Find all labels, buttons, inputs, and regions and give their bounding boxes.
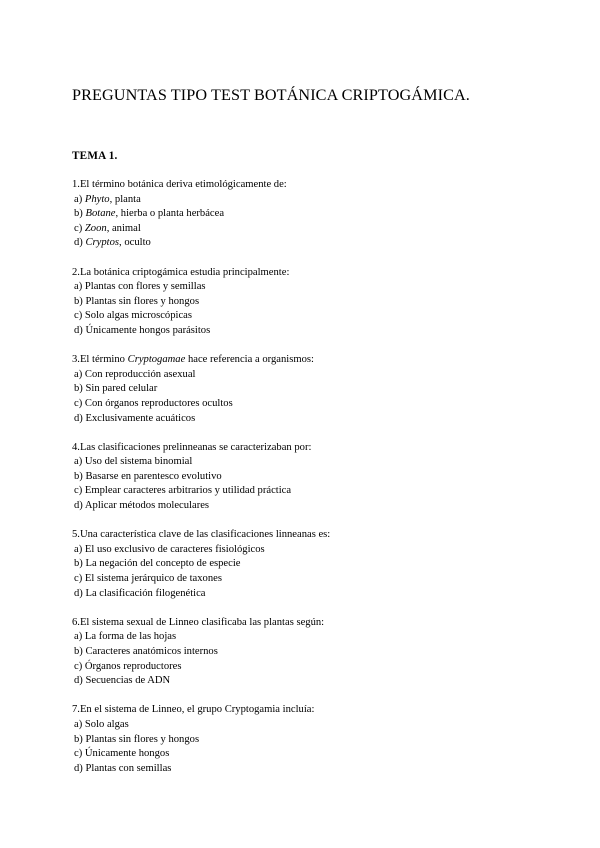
question-statement-start: El término — [79, 354, 128, 366]
question-term: Cryptogamae — [127, 354, 186, 366]
option-letter: d) — [74, 500, 83, 512]
option-b — [72, 733, 572, 748]
question-statement: El término botánica deriva etimológicamente de: — [79, 179, 287, 190]
question-text — [72, 703, 572, 718]
option-a — [72, 455, 572, 470]
option-text: , planta — [109, 193, 141, 205]
option-letter: d) — [74, 324, 83, 336]
option-letter: c) — [74, 310, 83, 322]
option-letter: a) — [74, 368, 83, 380]
option-letter: a) — [74, 718, 83, 730]
option-text: La negación del concepto de especie — [85, 558, 241, 570]
question-text — [72, 266, 572, 281]
option-text: Solo algas — [84, 718, 129, 730]
option-letter: c) — [74, 222, 83, 234]
option-text: Secuencias de ADN — [85, 675, 171, 687]
option-d — [72, 499, 572, 514]
option-text: Órganos reproductores — [84, 660, 182, 672]
option-text: Basarse en parentesco evolutivo — [85, 470, 222, 482]
option-letter: d) — [74, 412, 83, 424]
option-term: Zoon — [84, 222, 107, 234]
question-number: 4. — [72, 441, 80, 453]
option-d — [72, 236, 572, 251]
option-c — [72, 222, 572, 237]
question-statement: Una característica clave de las clasificaciones linneanas es: — [79, 529, 331, 541]
option-text: Emplear caracteres arbitrarios y utilidad práctica — [84, 485, 292, 497]
question-number: 3. — [72, 354, 80, 366]
option-text: La clasificación filogenética — [85, 587, 206, 599]
question-text — [72, 441, 572, 456]
option-letter: d) — [74, 762, 83, 774]
option-d — [72, 674, 572, 689]
option-text: Plantas con flores y semillas — [84, 281, 206, 293]
question-7 — [72, 703, 572, 776]
option-text: Aplicar métodos moleculares — [84, 500, 210, 512]
option-text: El uso exclusivo de caracteres fisiológicos — [84, 543, 265, 555]
question-3 — [72, 353, 572, 426]
option-text: Caracteres anatómicos internos — [85, 646, 218, 657]
option-b — [72, 645, 572, 660]
question-statement: Las clasificaciones prelinneanas se caracterizaban por: — [79, 441, 312, 453]
option-a — [72, 718, 572, 733]
option-letter: c) — [74, 660, 83, 672]
option-c — [72, 309, 572, 324]
option-letter: d) — [74, 587, 83, 599]
option-letter: b) — [74, 295, 83, 307]
question-1 — [72, 178, 572, 251]
option-text: , hierba o planta herbácea — [115, 208, 225, 220]
option-term: Botane — [85, 208, 116, 220]
question-4 — [72, 441, 572, 514]
option-text: El sistema jerárquico de taxones — [84, 573, 222, 585]
question-number: 5. — [72, 529, 80, 541]
option-term: Phyto — [84, 193, 110, 205]
question-5 — [72, 528, 572, 601]
option-letter: c) — [74, 573, 83, 585]
option-letter: a) — [74, 631, 83, 643]
question-number: 1. — [72, 179, 80, 190]
option-letter: b) — [74, 733, 83, 745]
option-letter: a) — [74, 543, 83, 555]
question-number: 6. — [72, 616, 80, 628]
option-b — [72, 557, 572, 572]
option-text: , oculto — [119, 237, 151, 249]
option-a — [72, 630, 572, 645]
option-a — [72, 280, 572, 295]
option-c — [72, 572, 572, 587]
question-statement-end: hace referencia a organismos: — [185, 354, 314, 366]
option-letter: d) — [74, 237, 83, 249]
option-text: Sin pared celular — [85, 383, 158, 395]
option-b — [72, 207, 572, 222]
option-text: Con reproducción asexual — [84, 368, 196, 380]
option-text: Exclusivamente acuáticos — [85, 412, 196, 424]
document-title: PREGUNTAS TIPO TEST BOTÁNICA CRIPTOGÁMICA. — [72, 86, 470, 104]
option-letter: d) — [74, 675, 83, 687]
option-b — [72, 295, 572, 310]
option-text: Plantas con semillas — [85, 762, 172, 774]
option-letter: a) — [74, 456, 83, 468]
question-number: 2. — [72, 266, 80, 278]
option-d — [72, 762, 572, 777]
option-text: La forma de las hojas — [84, 631, 177, 643]
question-statement: El sistema sexual de Linneo clasificaba las plantas según: — [79, 616, 325, 628]
option-a — [72, 543, 572, 558]
option-text: , animal — [106, 222, 141, 234]
question-number: 7. — [72, 704, 80, 716]
option-c — [72, 747, 572, 762]
option-a — [72, 368, 572, 383]
option-d — [72, 412, 572, 427]
option-c — [72, 397, 572, 412]
option-letter: c) — [74, 485, 83, 497]
question-2 — [72, 266, 572, 339]
option-letter: c) — [74, 748, 83, 760]
question-6 — [72, 616, 572, 689]
option-letter: b) — [74, 208, 83, 220]
question-text — [72, 616, 572, 631]
question-text — [72, 178, 572, 193]
option-letter: b) — [74, 558, 83, 570]
option-letter: c) — [74, 397, 83, 409]
option-text: Plantas sin flores y hongos — [85, 295, 200, 307]
option-text: Únicamente hongos parásitos — [85, 324, 211, 336]
question-list — [72, 178, 572, 791]
option-letter: b) — [74, 383, 83, 395]
option-letter: b) — [74, 646, 83, 657]
option-a — [72, 193, 572, 208]
option-d — [72, 587, 572, 602]
question-statement: La botánica criptogámica estudia principalmente: — [79, 266, 290, 278]
option-text: Uso del sistema binomial — [84, 456, 193, 468]
option-letter: a) — [74, 193, 83, 205]
option-text: Solo algas microscópicas — [84, 310, 192, 322]
option-term: Cryptos — [85, 237, 120, 249]
option-text: Únicamente hongos — [84, 748, 170, 760]
option-b — [72, 382, 572, 397]
option-c — [72, 660, 572, 675]
section-title: TEMA 1. — [72, 150, 118, 162]
question-statement: En el sistema de Linneo, el grupo Cryptogamia incluía: — [79, 704, 315, 716]
option-d — [72, 324, 572, 339]
option-letter: b) — [74, 470, 83, 482]
option-letter: a) — [74, 281, 83, 293]
question-text — [72, 528, 572, 543]
option-text: Con órganos reproductores ocultos — [84, 397, 233, 409]
option-text: Plantas sin flores y hongos — [85, 733, 200, 745]
question-text — [72, 353, 572, 368]
option-b — [72, 470, 572, 485]
option-c — [72, 484, 572, 499]
